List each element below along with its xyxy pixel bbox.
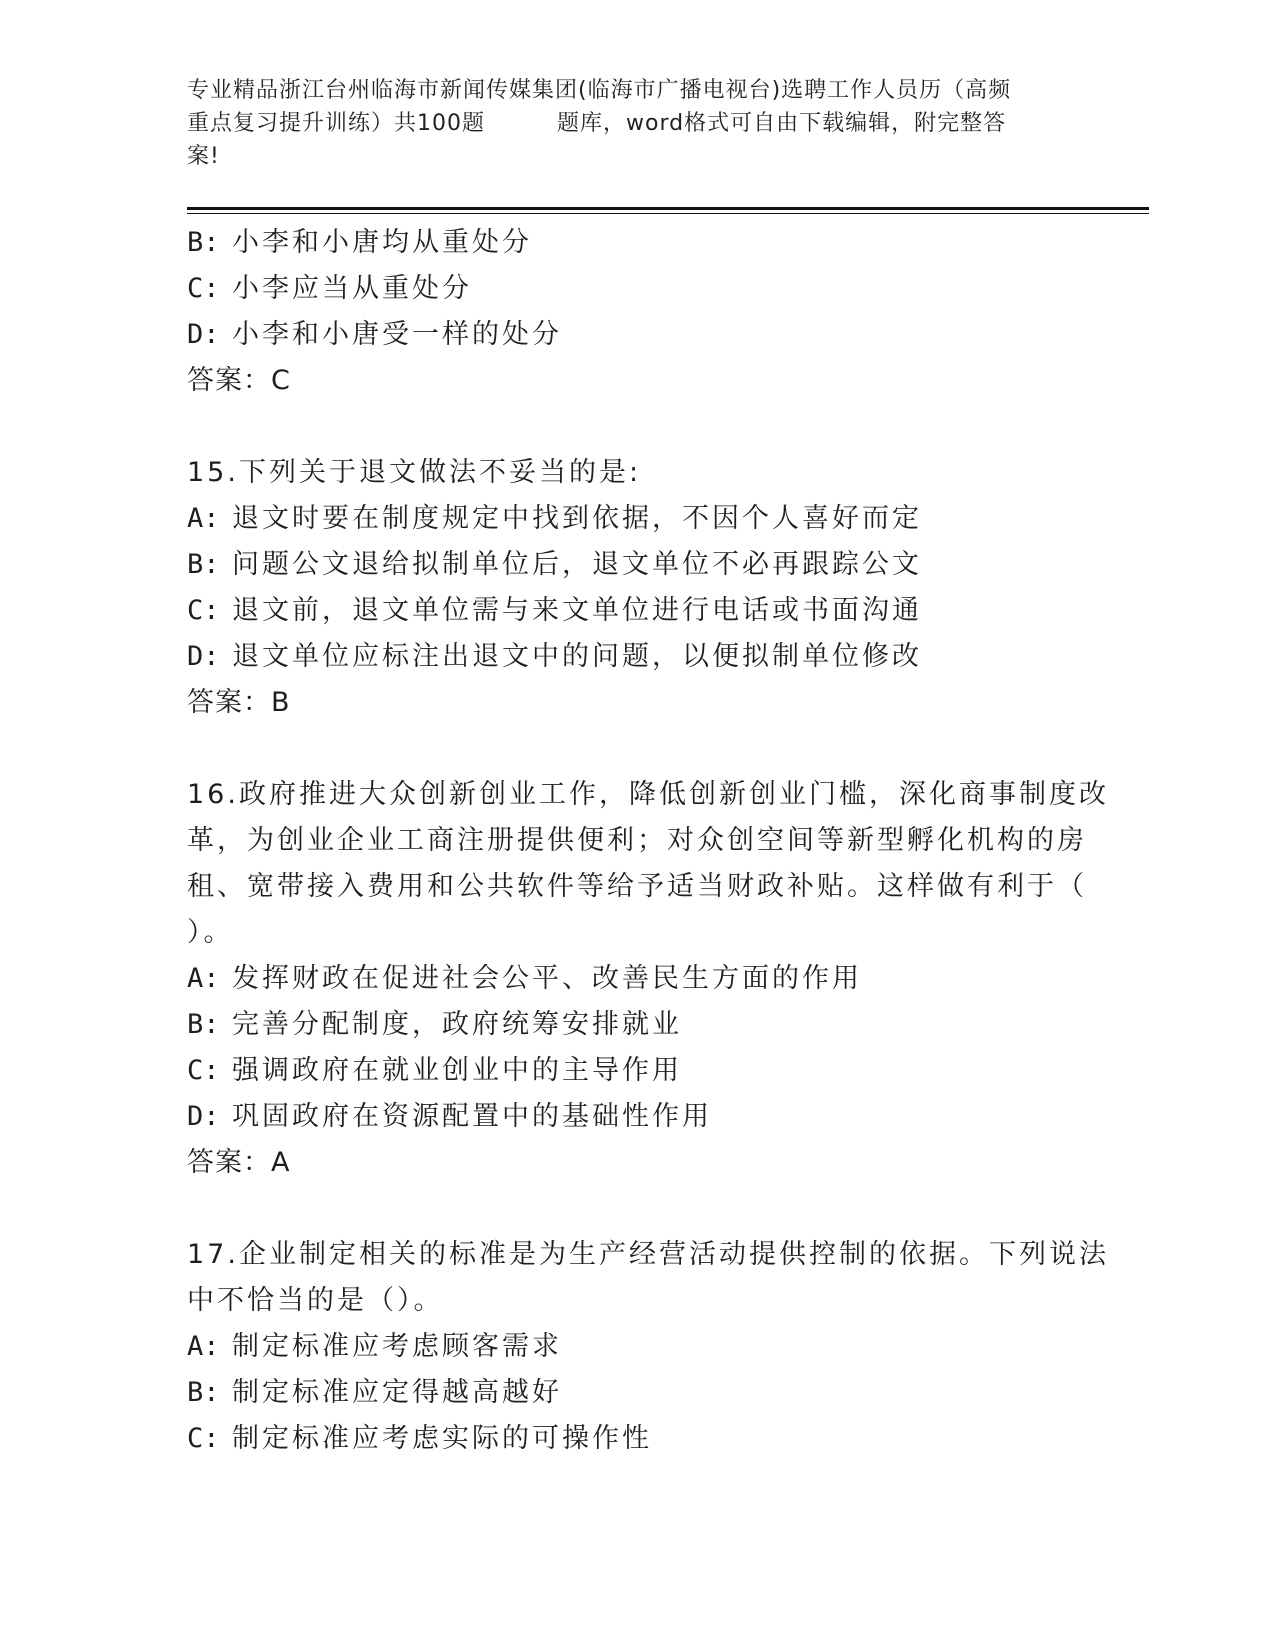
header-line-2b: 题库，word格式可自由下载编辑，附完整答 bbox=[557, 111, 1007, 136]
option-letter: A: bbox=[187, 503, 220, 534]
option-text: 小李和小唐均从重处分 bbox=[232, 227, 532, 258]
option-letter: B: bbox=[187, 1009, 220, 1040]
option-letter: C: bbox=[187, 273, 220, 304]
question-stem-line: 17.企业制定相关的标准是为生产经营活动提供控制的依据。下列说法 bbox=[187, 1239, 1109, 1270]
option-text: 小李和小唐受一样的处分 bbox=[232, 319, 562, 350]
option-text: 小李应当从重处分 bbox=[232, 273, 472, 304]
option-c bbox=[187, 266, 1087, 312]
option-c bbox=[187, 1416, 1087, 1462]
header-line-1: 专业精品浙江台州临海市新闻传媒集团(临海市广播电视台)选聘工作人员历（高频 bbox=[187, 78, 1012, 103]
option-letter: D: bbox=[187, 319, 220, 350]
answer-text: 答案：B bbox=[187, 687, 291, 718]
header-line-2a: 重点复习提升训练）共100题 bbox=[187, 111, 485, 136]
header-line-3: 案! bbox=[187, 144, 220, 169]
option-letter: A: bbox=[187, 1331, 220, 1362]
question-stem-line: 中不恰当的是（）。 bbox=[187, 1285, 444, 1316]
option-text: 完善分配制度，政府统筹安排就业 bbox=[232, 1009, 682, 1040]
option-c bbox=[187, 588, 1087, 634]
option-b bbox=[187, 220, 1087, 266]
option-text: 退文单位应标注出退文中的问题，以便拟制单位修改 bbox=[232, 641, 922, 672]
option-text: 制定标准应考虑顾客需求 bbox=[232, 1331, 562, 1362]
question-stem-line: 革，为创业企业工商注册提供便利；对众创空间等新型孵化机构的房 bbox=[187, 825, 1087, 856]
option-letter: C: bbox=[187, 1055, 220, 1086]
option-c bbox=[187, 1048, 1087, 1094]
question-stem-line: ）。 bbox=[187, 917, 234, 948]
question-stem-line: 租、宽带接入费用和公共软件等给予适当财政补贴。这样做有利于（ bbox=[187, 871, 1087, 902]
option-text: 发挥财政在促进社会公平、改善民生方面的作用 bbox=[232, 963, 862, 994]
header-divider-thick bbox=[187, 207, 1149, 210]
answer-text: 答案：C bbox=[187, 365, 291, 396]
option-d bbox=[187, 1094, 1087, 1140]
question-list bbox=[187, 220, 1109, 1462]
option-d bbox=[187, 634, 1087, 680]
option-a bbox=[187, 496, 1087, 542]
option-letter: C: bbox=[187, 1423, 220, 1454]
header-divider-thin bbox=[187, 213, 1149, 214]
option-letter: D: bbox=[187, 641, 220, 672]
option-letter: A: bbox=[187, 963, 220, 994]
question-17 bbox=[187, 1232, 1109, 1462]
option-a bbox=[187, 956, 1087, 1002]
option-text: 巩固政府在资源配置中的基础性作用 bbox=[232, 1101, 712, 1132]
option-b bbox=[187, 1370, 1087, 1416]
option-text: 制定标准应考虑实际的可操作性 bbox=[232, 1423, 652, 1454]
question-stem-line: 16.政府推进大众创新创业工作，降低创新创业门槛，深化商事制度改 bbox=[187, 779, 1109, 810]
option-letter: B: bbox=[187, 549, 220, 580]
question-15 bbox=[187, 450, 1087, 726]
option-text: 强调政府在就业创业中的主导作用 bbox=[232, 1055, 682, 1086]
option-text: 问题公文退给拟制单位后，退文单位不必再跟踪公文 bbox=[232, 549, 922, 580]
option-a bbox=[187, 1324, 1087, 1370]
option-text: 退文时要在制度规定中找到依据，不因个人喜好而定 bbox=[232, 503, 922, 534]
option-letter: B: bbox=[187, 1377, 220, 1408]
option-letter: B: bbox=[187, 227, 220, 258]
question-stem: 15.下列关于退文做法不妥当的是: bbox=[187, 457, 642, 488]
document-header bbox=[187, 74, 1087, 173]
option-letter: D: bbox=[187, 1101, 220, 1132]
option-text: 制定标准应定得越高越好 bbox=[232, 1377, 562, 1408]
question-14 bbox=[187, 220, 1087, 404]
header-line-2 bbox=[187, 107, 1087, 140]
answer-text: 答案：A bbox=[187, 1147, 291, 1178]
option-letter: C: bbox=[187, 595, 220, 626]
question-16 bbox=[187, 772, 1109, 1186]
option-b bbox=[187, 542, 1087, 588]
option-b bbox=[187, 1002, 1087, 1048]
option-text: 退文前，退文单位需与来文单位进行电话或书面沟通 bbox=[232, 595, 922, 626]
option-d bbox=[187, 312, 1087, 358]
